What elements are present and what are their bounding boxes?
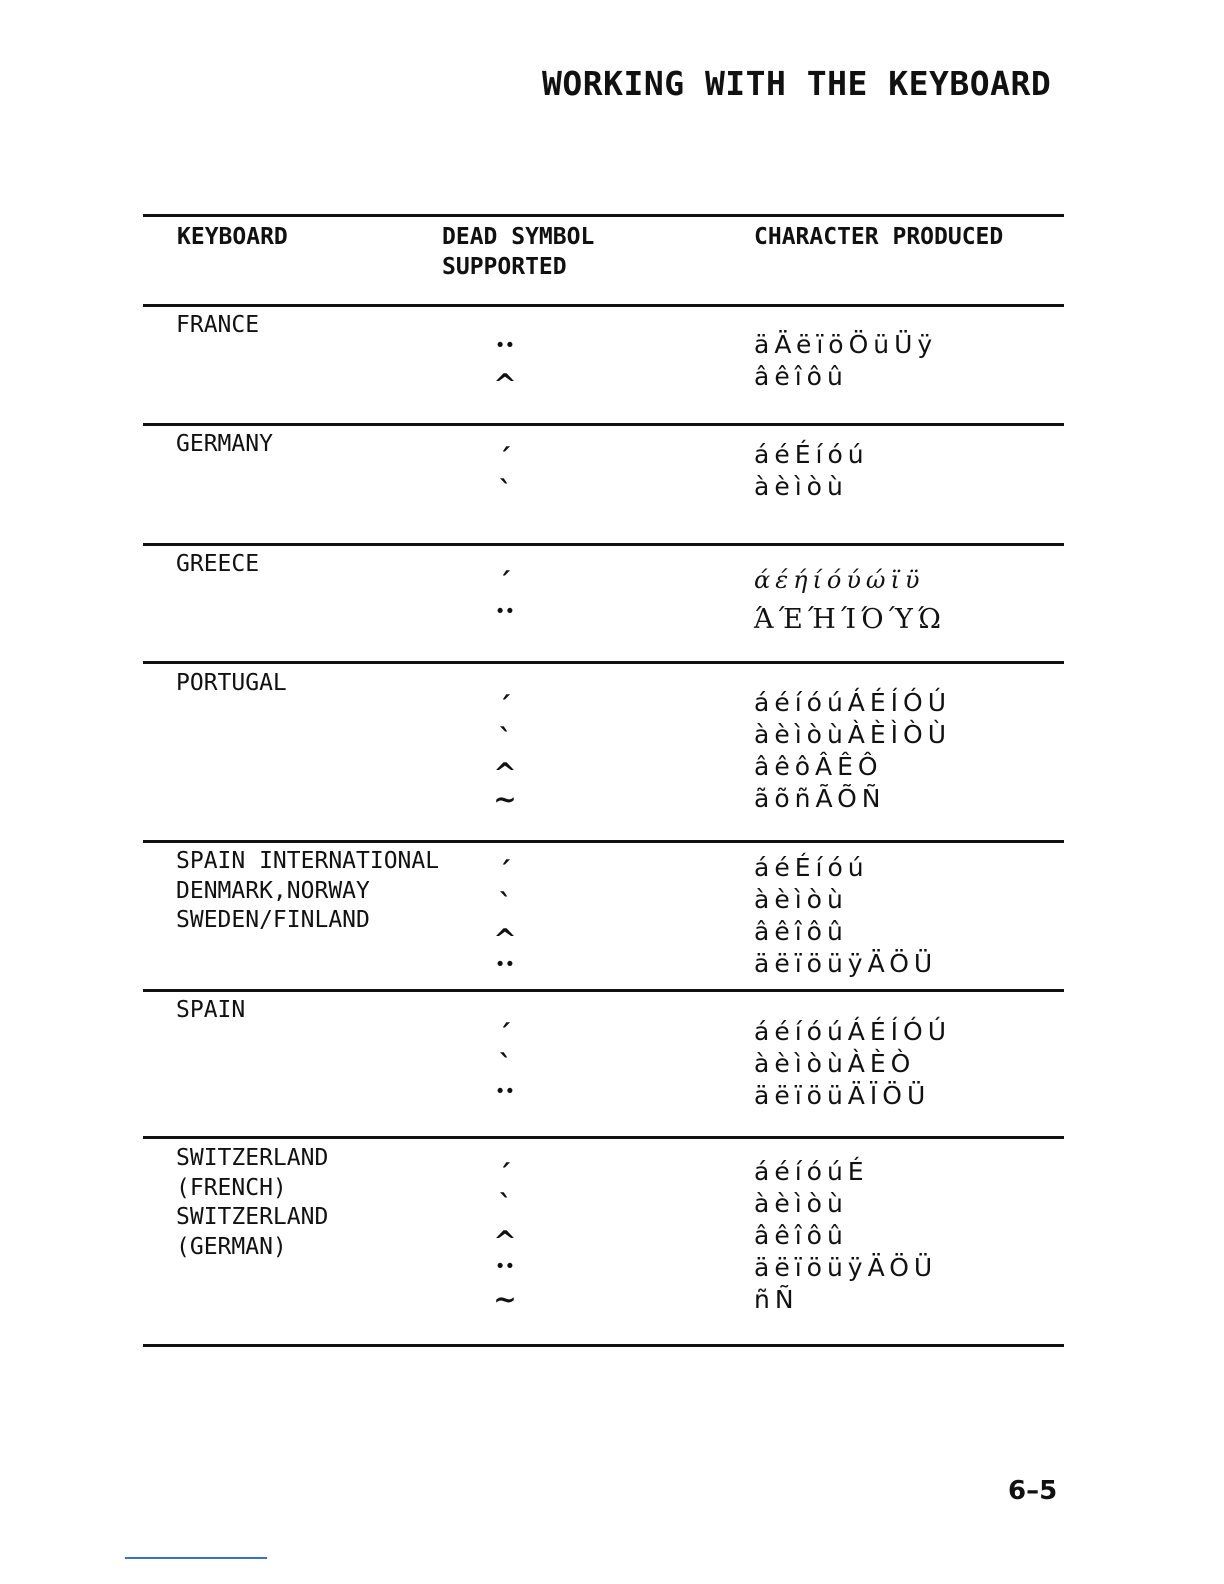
row-divider xyxy=(143,661,1064,664)
dead-symbol: ` xyxy=(498,475,512,508)
dead-symbol: ·· xyxy=(495,328,515,361)
dead-symbol: ´ xyxy=(498,567,512,600)
dead-symbol: ` xyxy=(498,1189,512,1222)
dead-symbol: ^ xyxy=(493,923,517,956)
characters-produced: ΆΈΉΊΌΎΏ xyxy=(754,604,946,635)
dead-symbol: ~ xyxy=(493,1283,517,1316)
characters-produced: àèìòù xyxy=(754,885,848,914)
characters-produced: àèìòù xyxy=(754,472,848,501)
keyboard-name-spain-international-denmark-norway-sweden-finland: SPAIN INTERNATIONAL DENMARK,NORWAY SWEDEN/FINLAND xyxy=(176,848,440,933)
header-character-produced: CHARACTER PRODUCED xyxy=(754,224,1004,250)
row-divider xyxy=(143,423,1064,426)
characters-produced: âêîôû xyxy=(754,362,848,391)
dead-symbol: ` xyxy=(498,1049,512,1082)
characters-produced: άέήίόύώϊϋ xyxy=(754,566,925,594)
keyboard-name-spain: SPAIN xyxy=(176,997,246,1023)
dead-symbol: ^ xyxy=(493,368,517,401)
dead-symbol: ´ xyxy=(498,1159,512,1192)
table-bottom-rule xyxy=(143,1344,1064,1347)
characters-produced: àèìòù xyxy=(754,1189,848,1218)
row-divider xyxy=(143,840,1064,843)
characters-produced: ãõñÃÕÑ xyxy=(754,784,886,813)
characters-produced: àèìòùÀÈÒ xyxy=(754,1049,916,1078)
characters-produced: äÄëïöÖüÜÿ xyxy=(754,330,938,359)
keyboard-name-greece: GREECE xyxy=(176,551,260,577)
header-keyboard: KEYBOARD xyxy=(177,224,288,250)
characters-produced: áéÉíóú xyxy=(754,440,869,469)
dead-symbol: ^ xyxy=(493,757,517,790)
dead-symbol: ~ xyxy=(493,783,517,816)
characters-produced: âêîôû xyxy=(754,917,848,946)
characters-produced: äëïöüÄÏÖÜ xyxy=(754,1081,931,1110)
dead-symbol: ` xyxy=(498,723,512,756)
characters-produced: âêîôû xyxy=(754,1221,848,1250)
keyboard-name-france: FRANCE xyxy=(176,312,260,338)
row-divider xyxy=(143,989,1064,992)
characters-produced: âêôÂÊÔ xyxy=(754,752,883,781)
characters-produced: áéíóúÁÉÍÓÚ xyxy=(754,688,952,717)
dead-symbol: ` xyxy=(498,888,512,921)
footer-rule xyxy=(125,1557,267,1559)
characters-produced: áéíóúÁÉÍÓÚ xyxy=(754,1017,952,1046)
dead-symbol: ·· xyxy=(495,1074,515,1107)
characters-produced: áéÉíóú xyxy=(754,853,869,882)
dead-symbol: ´ xyxy=(498,443,512,476)
header-bottom-rule xyxy=(143,304,1064,307)
table-top-rule xyxy=(143,214,1064,217)
characters-produced: áéíóúÉ xyxy=(754,1157,869,1186)
keyboard-name-switzerland-french-german: SWITZERLAND (FRENCH) SWITZERLAND (GERMAN) xyxy=(176,1145,329,1260)
dead-symbol: ´ xyxy=(498,856,512,889)
dead-symbol: ^ xyxy=(493,1225,517,1258)
dead-symbol: ·· xyxy=(495,594,515,627)
dead-symbol: ´ xyxy=(498,1019,512,1052)
characters-produced: äëïöüÿÄÖÜ xyxy=(754,949,938,978)
characters-produced: äëïöüÿÄÖÜ xyxy=(754,1253,938,1282)
dead-symbol: ·· xyxy=(495,1249,515,1282)
row-divider xyxy=(143,1136,1064,1139)
header-dead-symbol: DEAD SYMBOL SUPPORTED xyxy=(442,224,595,280)
row-divider xyxy=(143,543,1064,546)
page-number: 6–5 xyxy=(1008,1476,1058,1506)
characters-produced: ñÑ xyxy=(754,1285,799,1314)
page-title: WORKING WITH THE KEYBOARD xyxy=(542,64,1052,103)
dead-symbol: ·· xyxy=(495,947,515,980)
characters-produced: àèìòùÀÈÌÒÙ xyxy=(754,720,952,749)
keyboard-name-portugal: PORTUGAL xyxy=(176,670,287,696)
keyboard-name-germany: GERMANY xyxy=(176,431,273,457)
dead-symbol: ´ xyxy=(498,691,512,724)
